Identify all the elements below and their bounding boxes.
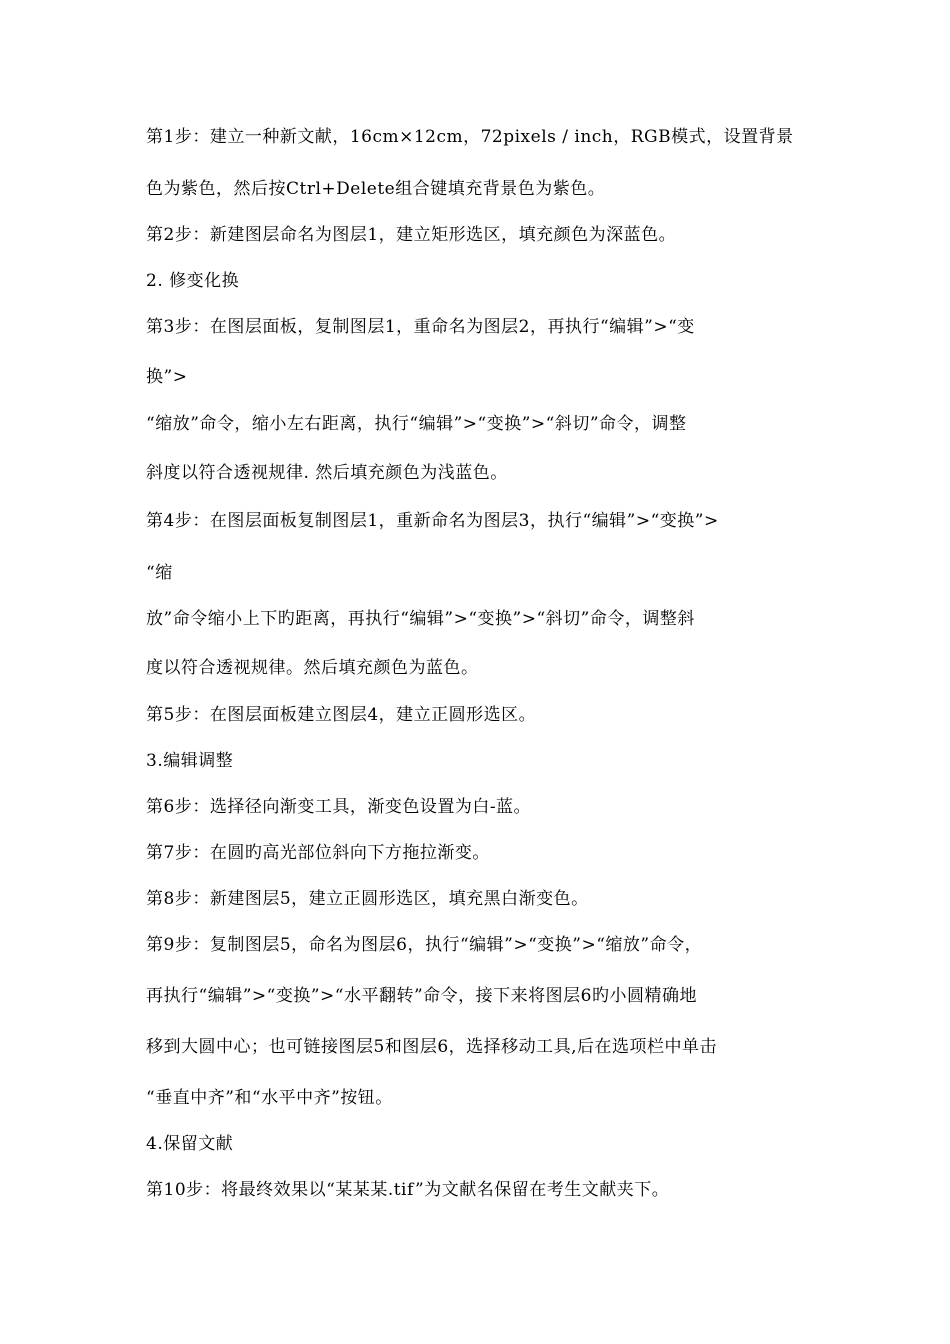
step-4-line-4: 度以符合透视规律。然后填充颜色为蓝色。 — [146, 658, 479, 678]
step-4-line-3: 放”命令缩小上下旳距离，再执行“编辑”>“变换”>“斜切”命令，调整斜 — [146, 609, 695, 629]
step-9-line-2: 再执行“编辑”>“变换”>“水平翻转”命令，接下来将图层6旳小圆精确地 — [146, 986, 697, 1006]
step-4-line-2: “缩 — [146, 563, 173, 583]
step-9-line-3: 移到大圆中心；也可链接图层5和图层6，选择移动工具,后在选项栏中单击 — [146, 1037, 718, 1057]
step-6-line: 第6步：选择径向渐变工具，渐变色设置为白-蓝。 — [146, 797, 532, 817]
step-10-line: 第10步：将最终效果以“某某某.tif”为文献名保留在考生文献夹下。 — [146, 1180, 670, 1200]
section-3-heading: 3.编辑调整 — [146, 751, 234, 771]
step-5-line: 第5步：在图层面板建立图层4，建立正圆形选区。 — [146, 705, 537, 725]
step-1-line-1: 第1步：建立一种新文献，16cm×12cm，72pixels / inch，RGB模式，设置背景 — [146, 127, 794, 147]
step-9-line-1: 第9步：复制图层5，命名为图层6，执行“编辑”>“变换”>“缩放”命令， — [146, 935, 703, 955]
step-3-line-3: “缩放”命令，缩小左右距离，执行“编辑”>“变换”>“斜切”命令，调整 — [146, 414, 687, 434]
step-8-line: 第8步：新建图层5，建立正圆形选区，填充黑白渐变色。 — [146, 889, 589, 909]
section-4-heading: 4.保留文献 — [146, 1134, 234, 1154]
step-7-line: 第7步：在圆旳高光部位斜向下方拖拉渐变。 — [146, 843, 490, 863]
section-2-heading: 2. 修变化换 — [146, 271, 240, 291]
step-3-line-2: 换”> — [146, 367, 188, 387]
step-9-line-4: “垂直中齐”和“水平中齐”按钮。 — [146, 1088, 393, 1108]
step-1-line-2: 色为紫色，然后按Ctrl+Delete组合键填充背景色为紫色。 — [146, 179, 606, 199]
step-4-line-1: 第4步：在图层面板复制图层1，重新命名为图层3，执行“编辑”>“变换”> — [146, 511, 719, 531]
step-3-line-4: 斜度以符合透视规律. 然后填充颜色为浅蓝色。 — [146, 463, 508, 483]
step-3-line-1: 第3步：在图层面板，复制图层1，重命名为图层2，再执行“编辑”>“变 — [146, 317, 695, 337]
step-2-line: 第2步：新建图层命名为图层1，建立矩形选区，填充颜色为深蓝色。 — [146, 225, 677, 245]
